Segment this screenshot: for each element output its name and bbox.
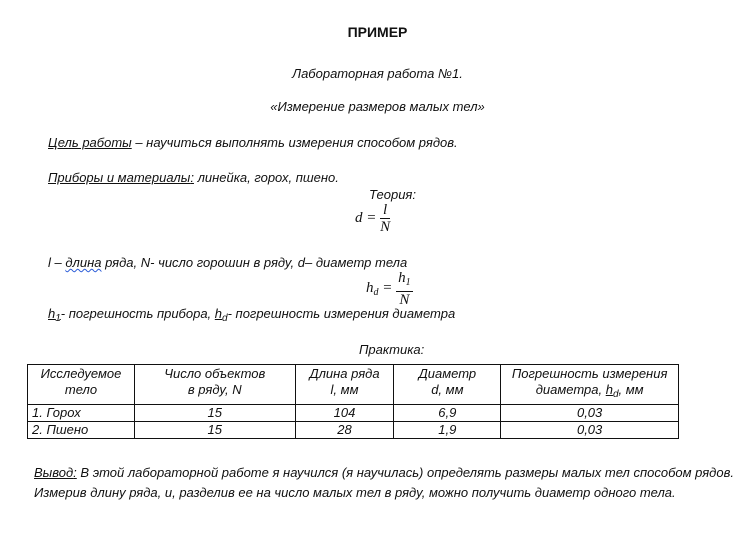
materials-colon: : [190, 170, 194, 185]
legend1-rest: ряда, N- число горошин в ряду, d– диаметр тела [101, 255, 408, 270]
cell-length: 28 [295, 422, 394, 439]
formula-error [366, 270, 413, 308]
formula2-num-base: h [398, 270, 406, 286]
header-error-symbol-sub: d [612, 389, 619, 400]
conclusion-colon: : [73, 465, 77, 480]
formula2-eq: = [382, 280, 393, 296]
legend1-l: l – [48, 255, 66, 270]
formula2-denominator: N [399, 292, 410, 308]
formula2-lhs [366, 280, 392, 296]
header-diameter-line2: d, мм [431, 382, 464, 397]
header-error-line1: Погрешность измерения [511, 366, 668, 381]
header-error-symbol [605, 382, 619, 400]
results-table [27, 364, 679, 439]
legend-line-2 [48, 306, 455, 324]
goal-label: Цель работы [48, 135, 132, 150]
header-diameter-line1: Диаметр [418, 366, 477, 381]
table-row [28, 405, 679, 422]
legend-line-1 [48, 255, 407, 270]
conclusion-text: В этой лабораторной работе я научился (я научилась) определять размеры малых тел способом рядов. Измерив длину ряда, и, разделив ее на число малых тел в ряду, можно получить диаметр одного тела. [34, 465, 734, 500]
header-error [501, 365, 679, 405]
cell-diameter: 6,9 [394, 405, 501, 422]
lab-number: Лабораторная работа №1. [292, 66, 463, 81]
cell-body: 2. Пшено [28, 422, 135, 439]
header-body [28, 365, 135, 405]
header-length [295, 365, 394, 405]
formula2-lhs-sub: d [373, 287, 379, 298]
formula1-fraction [380, 202, 390, 235]
cell-length: 104 [295, 405, 394, 422]
table-row [28, 422, 679, 439]
formula1-numerator: l [380, 202, 390, 219]
materials-label: Приборы и материалы [48, 170, 191, 185]
practice-heading: Практика: [359, 342, 425, 357]
legend2-hd [214, 306, 228, 324]
materials-text: линейка, горох, пшено. [193, 170, 339, 185]
formula2-lhs-base: h [366, 280, 374, 296]
cell-error: 0,03 [501, 405, 679, 422]
header-diameter [394, 365, 501, 405]
conclusion-paragraph [34, 463, 734, 503]
conclusion-label: Вывод [34, 465, 74, 480]
header-body-line2: тело [64, 382, 98, 397]
table-header-row [28, 365, 679, 405]
legend2-h1-sub: 1 [55, 313, 61, 324]
cell-count: 15 [134, 405, 295, 422]
header-body-line1: Исследуемое [40, 366, 122, 381]
formula2-fraction [396, 270, 413, 308]
header-error-symbol-base: h [605, 382, 613, 397]
legend2-h1-base: h [48, 306, 56, 321]
formula-diameter [355, 202, 390, 235]
legend1-dlina: длина [65, 255, 102, 270]
legend2-hd-base: h [214, 306, 223, 321]
legend2-h1 [48, 306, 61, 324]
theory-heading: Теория: [369, 187, 416, 202]
header-length-line2: l, мм [330, 382, 359, 397]
formula1-lhs: d = [355, 210, 377, 226]
header-count-line2: в ряду, N [187, 382, 242, 397]
cell-body: 1. Горох [28, 405, 135, 422]
goal-line [48, 135, 458, 150]
header-length-line1: Длина ряда [309, 366, 380, 381]
header-count [134, 365, 295, 405]
formula2-numerator [396, 270, 413, 292]
cell-diameter: 1,9 [394, 422, 501, 439]
legend2-mid: - погрешность прибора, [60, 306, 215, 321]
legend2-hd-sub: d [222, 313, 228, 324]
goal-text: – научиться выполнять измерения способом рядов. [131, 135, 458, 150]
cell-count: 15 [134, 422, 295, 439]
formula2-num-sub: 1 [405, 277, 411, 288]
lab-name: «Измерение размеров малых тел» [270, 99, 485, 114]
page-title: ПРИМЕР [347, 24, 408, 40]
header-count-line1: Число объектов [164, 366, 266, 381]
header-error-unit: , мм [618, 382, 644, 397]
cell-error: 0,03 [501, 422, 679, 439]
formula1-denominator: N [380, 219, 391, 235]
header-error-line2: диаметра, [535, 382, 606, 397]
legend2-rest: - погрешность измерения диаметра [227, 306, 456, 321]
materials-line [48, 170, 339, 185]
